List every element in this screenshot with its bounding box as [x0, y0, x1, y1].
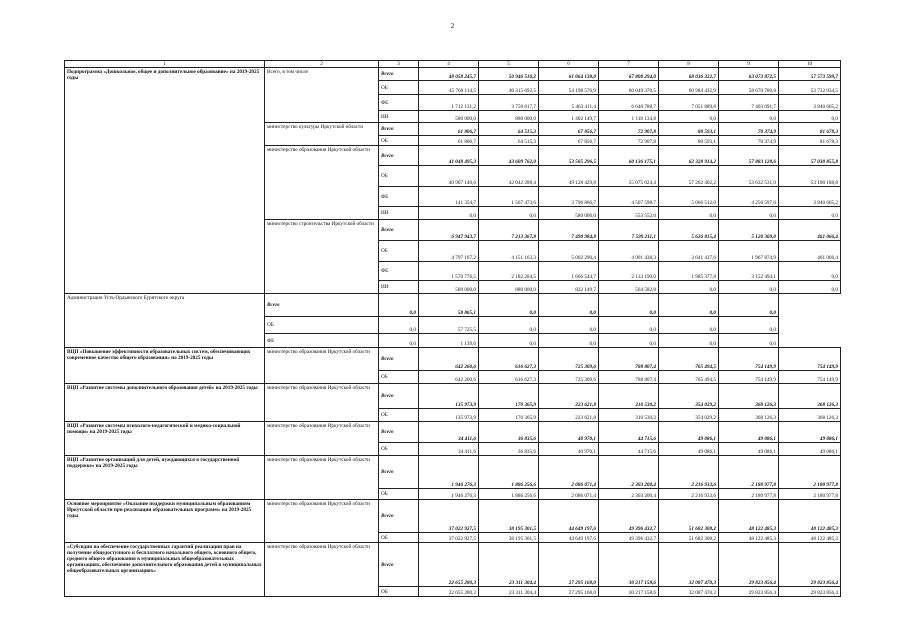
amount-cell: 2 216 933,6: [659, 456, 719, 489]
amount-cell: 0,0: [379, 334, 419, 348]
amount-cell: 580 000,0: [419, 111, 479, 123]
amount-cell: 3 796 866,7: [539, 187, 599, 207]
amount-cell: 2 180 977,8: [779, 456, 841, 489]
amount-cell: 37 022 927,5: [419, 533, 479, 543]
table-body: [65, 68, 841, 597]
amount-cell: 44 715,6: [599, 443, 659, 456]
program-name-cell: ВЦП «Повышение эффективности образовательных систем, обеспечивающих современное качество общего образования» на 2019-2025 годы: [65, 348, 265, 384]
amount-cell: 23 311 304,4: [479, 587, 539, 597]
program-name-cell: «Субсидии на обеспечение государственных гарантий реализации прав на получение общедоступного и бесплатного начального общего, основного общего, среднего общего образования в муниципальных общеобразовательных организациях, обеспечение дополнительного образования детей в муниципальных общеобразовательных организациях»: [65, 543, 265, 597]
funding-source-cell: ОБ: [379, 241, 419, 262]
amount-cell: 49 086,1: [719, 422, 779, 443]
amount-cell: 63 073 872,5: [719, 68, 779, 81]
amount-cell: 23 311 304,4: [479, 543, 539, 587]
amount-cell: 1 967 874,9: [719, 241, 779, 262]
amount-cell: 616 627,3: [479, 371, 539, 384]
amount-cell: 49 086,1: [779, 443, 841, 456]
amount-cell: 4 901 438,3: [599, 241, 659, 262]
amount-cell: 765 494,5: [659, 371, 719, 384]
amount-cell: 57 883 128,6: [719, 146, 779, 166]
executor-cell: министерство образования Иркутской области: [265, 422, 379, 456]
amount-cell: 40 970,1: [539, 422, 599, 443]
amount-cell: 368 126,3: [719, 384, 779, 409]
funding-source-cell: ОБ: [379, 166, 419, 187]
funding-source-cell: Всего: [265, 294, 379, 317]
amount-cell: 788 807,4: [599, 371, 659, 384]
amount-cell: 61 806,7: [419, 136, 479, 146]
amount-cell: 49 396 432,7: [599, 533, 659, 543]
funding-source-cell: Всего: [379, 220, 419, 241]
amount-cell: 4 250 597,6: [719, 187, 779, 207]
amount-cell: 0,0: [379, 294, 419, 317]
column-number: 3: [379, 61, 419, 68]
column-number: 2: [265, 61, 379, 68]
amount-cell: 0,0: [779, 262, 841, 281]
amount-cell: 2 180 977,8: [719, 489, 779, 500]
amount-cell: 461 066,4: [779, 241, 841, 262]
amount-cell: 49 086,1: [779, 422, 841, 443]
amount-cell: 2 180 977,8: [719, 456, 779, 489]
budget-table: [64, 60, 841, 597]
amount-cell: 2 303 200,4: [599, 456, 659, 489]
amount-cell: 3 152 494,1: [719, 262, 779, 281]
amount-cell: 754 149,9: [719, 348, 779, 371]
amount-cell: 354 029,2: [659, 384, 719, 409]
amount-cell: 822 149,7: [539, 281, 599, 294]
amount-cell: 70 374,9: [719, 136, 779, 146]
funding-source-cell: Всего: [379, 543, 419, 587]
amount-cell: 170 365,9: [479, 384, 539, 409]
amount-cell: 46 315 692,5: [479, 81, 539, 95]
amount-cell: 0,0: [539, 317, 599, 334]
amount-cell: 34 411,6: [419, 443, 479, 456]
table-row: [65, 456, 841, 489]
funding-source-cell: Всего: [379, 384, 419, 409]
amount-cell: 72 907,8: [599, 136, 659, 146]
funding-source-cell: ФБ: [265, 334, 379, 348]
amount-cell: 36 835,6: [479, 422, 539, 443]
amount-cell: 2 086 071,4: [539, 489, 599, 500]
amount-cell: 38 195 301,5: [479, 500, 539, 533]
amount-cell: 354 029,2: [659, 409, 719, 422]
funding-source-cell: Всего: [379, 456, 419, 489]
amount-cell: 0,0: [479, 294, 539, 317]
executor-cell: Администрация Усть-Ордынского Бурятского округа: [65, 294, 265, 348]
amount-cell: 80 593,1: [659, 123, 719, 136]
amount-cell: 1 946 276,3: [419, 456, 479, 489]
amount-cell: 53 632 531,0: [719, 166, 779, 187]
amount-cell: 368 126,3: [719, 409, 779, 422]
executor-cell: министерство образования Иркутской области: [265, 146, 379, 220]
amount-cell: 58 670 780,8: [719, 81, 779, 95]
table-row: [65, 68, 841, 81]
amount-cell: 48 122 485,3: [719, 500, 779, 533]
amount-cell: 29 823 856,4: [779, 543, 841, 587]
amount-cell: 754 149,9: [719, 371, 779, 384]
amount-cell: 580 000,0: [419, 281, 479, 294]
program-name-cell: Основное мероприятие «Оказание поддержки муниципальным образованиям Иркутской области при реализации образовательных программ» на 2019-2025 годы: [65, 500, 265, 543]
amount-cell: 4 797 167,2: [419, 241, 479, 262]
amount-cell: 29 823 856,4: [779, 587, 841, 597]
amount-cell: 0,0: [479, 317, 539, 334]
amount-cell: 67 808 294,0: [599, 68, 659, 81]
amount-cell: 1 570 776,5: [419, 262, 479, 281]
amount-cell: 0,0: [599, 317, 659, 334]
amount-cell: 3 840 665,2: [779, 95, 841, 111]
amount-cell: 68 036 322,7: [659, 68, 719, 81]
amount-cell: 5 066 512,0: [659, 187, 719, 207]
amount-cell: 1 402 149,7: [539, 111, 599, 123]
amount-cell: 4 151 163,3: [479, 241, 539, 262]
funding-source-cell: ОБ: [379, 489, 419, 500]
amount-cell: 3 641 437,6: [659, 241, 719, 262]
amount-cell: 57 573 599,7: [779, 68, 841, 81]
column-number: 5: [479, 61, 539, 68]
funding-source-cell: ОБ: [379, 409, 419, 422]
column-number: 8: [659, 61, 719, 68]
executor-cell: министерство образования Иркутской области: [265, 348, 379, 384]
amount-cell: 0,0: [779, 207, 841, 220]
amount-cell: 48 058 245,7: [419, 68, 479, 81]
amount-cell: 564 582,8: [599, 281, 659, 294]
amount-cell: 4 507 598,7: [599, 187, 659, 207]
amount-cell: 81 678,3: [779, 136, 841, 146]
amount-cell: 880 000,0: [479, 111, 539, 123]
amount-cell: 0,0: [719, 294, 779, 317]
amount-cell: 38 195 301,5: [479, 533, 539, 543]
amount-cell: 30 217 158,6: [599, 587, 659, 597]
amount-cell: 788 807,4: [599, 348, 659, 371]
amount-cell: 51 682 308,2: [659, 500, 719, 533]
amount-cell: 48 122 485,3: [779, 533, 841, 543]
amount-cell: 642 260,6: [419, 371, 479, 384]
amount-cell: 7 403 091,7: [719, 95, 779, 111]
column-number: 4: [419, 61, 479, 68]
amount-cell: 1 946 276,3: [419, 489, 479, 500]
amount-cell: 48 122 485,3: [719, 533, 779, 543]
amount-cell: 29 823 856,4: [719, 543, 779, 587]
executor-cell: министерство культуры Иркутской области: [265, 123, 379, 146]
amount-cell: 57 030 855,8: [779, 146, 841, 166]
amount-cell: 70 374,9: [719, 123, 779, 136]
amount-cell: 310 530,2: [599, 384, 659, 409]
amount-cell: 44 649 197,6: [539, 533, 599, 543]
amount-cell: 880 000,0: [479, 281, 539, 294]
amount-cell: 27 295 168,0: [539, 587, 599, 597]
amount-cell: 55 075 024,4: [599, 166, 659, 187]
amount-cell: 754 149,9: [779, 371, 841, 384]
amount-cell: 580 000,0: [539, 207, 599, 220]
amount-cell: 642 260,6: [419, 348, 479, 371]
funding-source-cell: ФБ: [379, 187, 419, 207]
amount-cell: 60 136 175,1: [599, 146, 659, 166]
amount-cell: 725 309,6: [539, 348, 599, 371]
amount-cell: 765 494,5: [659, 348, 719, 371]
amount-cell: 1 567 473,6: [479, 187, 539, 207]
amount-cell: 49 396 432,7: [599, 500, 659, 533]
amount-cell: 29 823 856,4: [719, 587, 779, 597]
amount-cell: 40 907 140,6: [419, 166, 479, 187]
amount-cell: 60 049 370,5: [599, 81, 659, 95]
table-row: [65, 348, 841, 371]
amount-cell: 0,0: [419, 207, 479, 220]
amount-cell: 58 865,1: [419, 294, 479, 317]
amount-cell: 7 051 889,8: [659, 95, 719, 111]
amount-cell: 0,0: [719, 207, 779, 220]
amount-cell: 44 715,6: [599, 422, 659, 443]
amount-cell: 61 064 138,0: [539, 68, 599, 81]
amount-cell: 27 295 168,0: [539, 543, 599, 587]
amount-cell: 0,0: [659, 317, 719, 334]
amount-cell: 1 886 256,6: [479, 456, 539, 489]
amount-cell: 50 946 510,2: [479, 68, 539, 81]
amount-cell: 3 840 665,2: [779, 187, 841, 207]
funding-source-cell: ОБ: [379, 587, 419, 597]
amount-cell: 461 066,4: [779, 220, 841, 241]
amount-cell: 64 515,3: [479, 136, 539, 146]
amount-cell: 0,0: [659, 281, 719, 294]
column-number: 7: [599, 61, 659, 68]
amount-cell: 616 627,3: [479, 348, 539, 371]
amount-cell: 67 856,7: [539, 136, 599, 146]
funding-source-cell: ИИ: [379, 281, 419, 294]
funding-source-cell: Всего: [379, 68, 419, 81]
amount-cell: 170 365,9: [479, 409, 539, 422]
amount-cell: 34 411,6: [419, 422, 479, 443]
amount-cell: 49 086,1: [659, 443, 719, 456]
amount-cell: 44 649 197,6: [539, 500, 599, 533]
amount-cell: 45 760 114,5: [419, 81, 479, 95]
amount-cell: 5 626 815,4: [659, 220, 719, 241]
budget-table-container: [64, 60, 840, 597]
amount-cell: 0,0: [659, 294, 719, 317]
amount-cell: 1 985 377,8: [659, 262, 719, 281]
amount-cell: 0,0: [599, 334, 659, 348]
amount-cell: 42 042 288,4: [479, 166, 539, 187]
amount-cell: 3 750 817,7: [479, 95, 539, 111]
funding-source-cell: ОБ: [379, 533, 419, 543]
amount-cell: 22 655 280,3: [419, 543, 479, 587]
amount-cell: 6 947 943,7: [419, 220, 479, 241]
amount-cell: 0,0: [539, 294, 599, 317]
funding-source-cell: ОБ: [379, 81, 419, 95]
program-name-cell: Подпрограмма «Дошкольное, общее и дополнительное образование» на 2019-2025 годы: [65, 68, 265, 294]
amount-cell: 7 213 367,8: [479, 220, 539, 241]
amount-cell: 368 126,3: [779, 409, 841, 422]
table-row: [65, 500, 841, 533]
funding-source-cell: ОБ: [379, 443, 419, 456]
executor-cell: министерство образования Иркутской области: [265, 384, 379, 422]
amount-cell: 7 599 211,1: [599, 220, 659, 241]
column-number: 1: [65, 61, 265, 68]
amount-cell: 49 086,1: [659, 422, 719, 443]
page-number: 2: [450, 22, 455, 30]
amount-cell: 57 725,5: [419, 317, 479, 334]
amount-cell: 0,0: [599, 294, 659, 317]
amount-cell: 2 216 933,6: [659, 489, 719, 500]
amount-cell: 2 303 200,4: [599, 489, 659, 500]
amount-cell: 0,0: [379, 317, 419, 334]
funding-source-cell: Всего: [379, 146, 419, 166]
amount-cell: 37 022 927,5: [419, 500, 479, 533]
program-name-cell: ВЦП «Развитие системы дополнительного образования детей» на 2019-2025 годы: [65, 384, 265, 422]
executor-cell: министерство строительства Иркутской области: [265, 220, 379, 294]
amount-cell: 7 490 984,8: [539, 220, 599, 241]
amount-cell: 5 120 369,0: [719, 220, 779, 241]
amount-cell: 32 087 470,3: [659, 587, 719, 597]
amount-cell: 40 970,1: [539, 443, 599, 456]
amount-cell: 51 682 308,2: [659, 533, 719, 543]
funding-source-cell: ФБ: [379, 262, 419, 281]
amount-cell: 43 609 762,0: [479, 146, 539, 166]
amount-cell: 61 806,7: [419, 123, 479, 136]
funding-source-cell: ИИ: [379, 207, 419, 220]
amount-cell: 0,0: [779, 111, 841, 123]
executor-cell: министерство образования Иркутской области: [265, 543, 379, 597]
amount-cell: 0,0: [659, 334, 719, 348]
amount-cell: 54 198 576,9: [539, 81, 599, 95]
amount-cell: 141 354,7: [419, 187, 479, 207]
funding-source-cell: Всего: [379, 348, 419, 371]
table-row: [65, 384, 841, 409]
amount-cell: 0,0: [719, 111, 779, 123]
amount-cell: 754 149,9: [779, 348, 841, 371]
table-row: [65, 422, 841, 443]
amount-cell: 1 666 544,7: [539, 262, 599, 281]
amount-cell: 80 593,1: [659, 136, 719, 146]
amount-cell: 48 122 485,3: [779, 500, 841, 533]
amount-cell: 0,0: [659, 111, 719, 123]
amount-cell: 223 621,8: [539, 384, 599, 409]
amount-cell: 53 732 934,5: [779, 81, 841, 95]
amount-cell: 49 128 429,8: [539, 166, 599, 187]
amount-cell: 368 126,3: [779, 384, 841, 409]
amount-cell: 0,0: [479, 207, 539, 220]
funding-source-cell: ФБ: [379, 95, 419, 111]
funding-source-cell: Всего: [379, 123, 419, 136]
amount-cell: 2 182 204,5: [479, 262, 539, 281]
amount-cell: 553 552,0: [599, 207, 659, 220]
amount-cell: 64 515,3: [479, 123, 539, 136]
executor-cell: Всего, в том числе: [265, 68, 379, 123]
program-name-cell: ВЦП «Развитие организаций для детей, нуждающихся в государственной поддержке» на 2019-2025 годы: [65, 456, 265, 500]
amount-cell: 5 463 411,4: [539, 95, 599, 111]
amount-cell: 67 856,7: [539, 123, 599, 136]
funding-source-cell: ИИ: [379, 111, 419, 123]
amount-cell: 0,0: [719, 317, 779, 334]
amount-cell: 6 640 788,7: [599, 95, 659, 111]
amount-cell: 62 328 914,2: [659, 146, 719, 166]
amount-cell: 32 087 470,3: [659, 543, 719, 587]
amount-cell: 0,0: [719, 334, 779, 348]
amount-cell: 135 973,9: [419, 409, 479, 422]
amount-cell: 725 309,6: [539, 371, 599, 384]
amount-cell: 36 835,6: [479, 443, 539, 456]
amount-cell: 81 678,3: [779, 123, 841, 136]
amount-cell: 53 190 188,8: [779, 166, 841, 187]
amount-cell: 30 217 158,6: [599, 543, 659, 587]
column-number: 10: [779, 61, 841, 68]
amount-cell: 2 180 977,8: [779, 489, 841, 500]
amount-cell: 1 712 131,2: [419, 95, 479, 111]
funding-source-cell: ОБ: [379, 136, 419, 146]
amount-cell: 2 133 190,0: [599, 262, 659, 281]
funding-source-cell: Всего: [379, 500, 419, 533]
amount-cell: 0,0: [719, 281, 779, 294]
amount-cell: 0,0: [779, 281, 841, 294]
table-row: [65, 294, 841, 317]
amount-cell: 57 262 402,2: [659, 166, 719, 187]
amount-cell: 41 048 495,3: [419, 146, 479, 166]
amount-cell: 49 086,1: [719, 443, 779, 456]
executor-cell: министерство образования Иркутской области: [265, 500, 379, 543]
amount-cell: 0,0: [539, 334, 599, 348]
amount-cell: 72 907,8: [599, 123, 659, 136]
amount-cell: 53 505 296,5: [539, 146, 599, 166]
amount-cell: 1 139,6: [419, 334, 479, 348]
amount-cell: 0,0: [479, 334, 539, 348]
amount-cell: 135 973,9: [419, 384, 479, 409]
funding-source-cell: ОБ: [265, 317, 379, 334]
funding-source-cell: Всего: [379, 422, 419, 443]
amount-cell: 2 086 071,4: [539, 456, 599, 489]
amount-cell: 310 530,2: [599, 409, 659, 422]
column-number-row: [65, 61, 841, 68]
column-number: 6: [539, 61, 599, 68]
amount-cell: 223 621,8: [539, 409, 599, 422]
table-row: [65, 543, 841, 587]
column-number: 9: [719, 61, 779, 68]
program-name-cell: ВЦП «Развитие системы психолого-педагогической и медико-социальной помощи» на 2019-2025 годы: [65, 422, 265, 456]
amount-cell: 22 655 280,3: [419, 587, 479, 597]
amount-cell: 0,0: [659, 207, 719, 220]
amount-cell: 1 886 256,6: [479, 489, 539, 500]
amount-cell: 1 118 134,8: [599, 111, 659, 123]
amount-cell: 5 002 290,4: [539, 241, 599, 262]
amount-cell: 60 984 432,9: [659, 81, 719, 95]
funding-source-cell: ОБ: [379, 371, 419, 384]
executor-cell: министерство образования Иркутской области: [265, 456, 379, 500]
